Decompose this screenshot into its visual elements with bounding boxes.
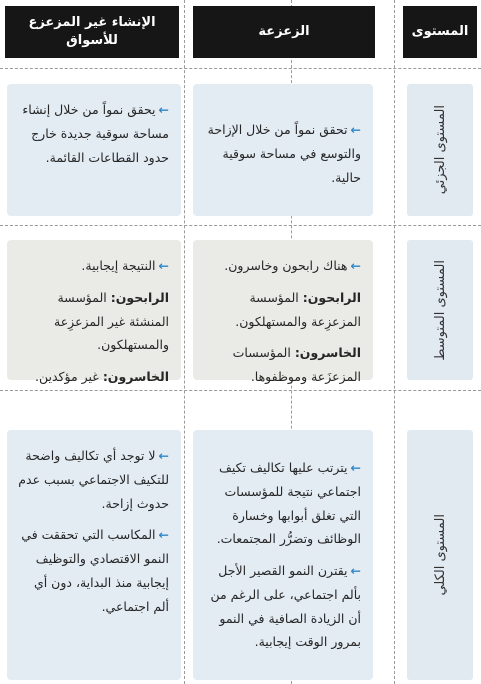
losers-label: الخاسرون: [102, 369, 169, 384]
card-paragraph: ←تحقق نمواً من خلال الإزاحة والتوسع في مساحة سوقية حالية. [207, 122, 361, 185]
arrow-icon: ← [350, 122, 361, 137]
non-disruptive-card-micro [7, 84, 181, 216]
card-paragraph: ←لا توجد أي تكاليف واضحة للتكيف الاجتماعي بسبب عدم حدوث إزاحة. [18, 448, 169, 511]
level-label: المستوى الجزئي [432, 105, 448, 195]
card-paragraph: ←هناك رابحون وخاسرون. [224, 258, 361, 273]
arrow-icon: ← [350, 460, 361, 475]
disruption-card-meso [193, 240, 373, 384]
non-disruptive-card-meso [7, 240, 181, 384]
card-paragraph: الرابحون: المؤسسة المزعزِعة والمستهلكون. [235, 289, 361, 329]
level-cell-meso [407, 240, 473, 380]
winners-label: الرابحون: [110, 289, 169, 305]
row-divider [0, 390, 481, 391]
arrow-icon: ← [158, 258, 169, 273]
non-disruptive-card-macro [7, 430, 181, 680]
arrow-icon: ← [350, 563, 361, 578]
winners-label: الرابحون: [302, 289, 361, 305]
arrow-icon: ← [158, 102, 169, 117]
card-paragraph: ←المكاسب التي تحققت في النمو الاقتصادي والتوظيف إيجابية منذ البداية، دون أي ألم اجتماعي. [21, 527, 169, 614]
arrow-icon: ← [158, 527, 169, 543]
card-paragraph: ←يقترن النمو القصير الأجل بألم اجتماعي، على الرغم من أن الزيادة الصافية في النمو بمرور الوقت إيجابية. [210, 563, 361, 650]
disruption-card-macro [193, 430, 373, 680]
disruption-card-micro [193, 84, 373, 216]
arrow-icon: ← [158, 448, 169, 463]
header-disruption: الزعزعة [193, 6, 375, 58]
level-label: المستوى الكلي [432, 514, 448, 596]
column-divider [394, 0, 395, 684]
header-level: المستوى [403, 6, 477, 58]
column-divider [184, 0, 185, 684]
header-non-disruptive: الإنشاء غير المزعزع للأسواق [5, 6, 179, 58]
card-paragraph: الرابحون: المؤسسة المنشئة غير المزعزِعة والمستهلكون. [54, 289, 169, 353]
card-paragraph: ←النتيجة إيجابية. [81, 258, 169, 273]
level-cell-macro [407, 430, 473, 680]
card-paragraph: الخاسرون: المؤسسات المزعزَعة وموظفوها. [232, 345, 361, 384]
row-divider [0, 68, 481, 69]
arrow-icon: ← [350, 258, 361, 273]
row-divider [0, 225, 481, 226]
card-paragraph: ←يحقق نمواً من خلال إنشاء مساحة سوقية جديدة خارج حدود القطاعات القائمة. [22, 102, 169, 165]
losers-label: الخاسرون: [294, 345, 361, 361]
card-paragraph: ←يترتب عليها تكاليف تكيف اجتماعي نتيجة للمؤسسات التي تغلق أبوابها وخسارة الوظائف وتضرُّر المجتمعات. [216, 460, 361, 547]
level-label: المستوى المتوسط [432, 259, 448, 361]
level-cell-micro [407, 84, 473, 216]
card-paragraph: الخاسرون: غير مؤكدين. [35, 369, 169, 384]
